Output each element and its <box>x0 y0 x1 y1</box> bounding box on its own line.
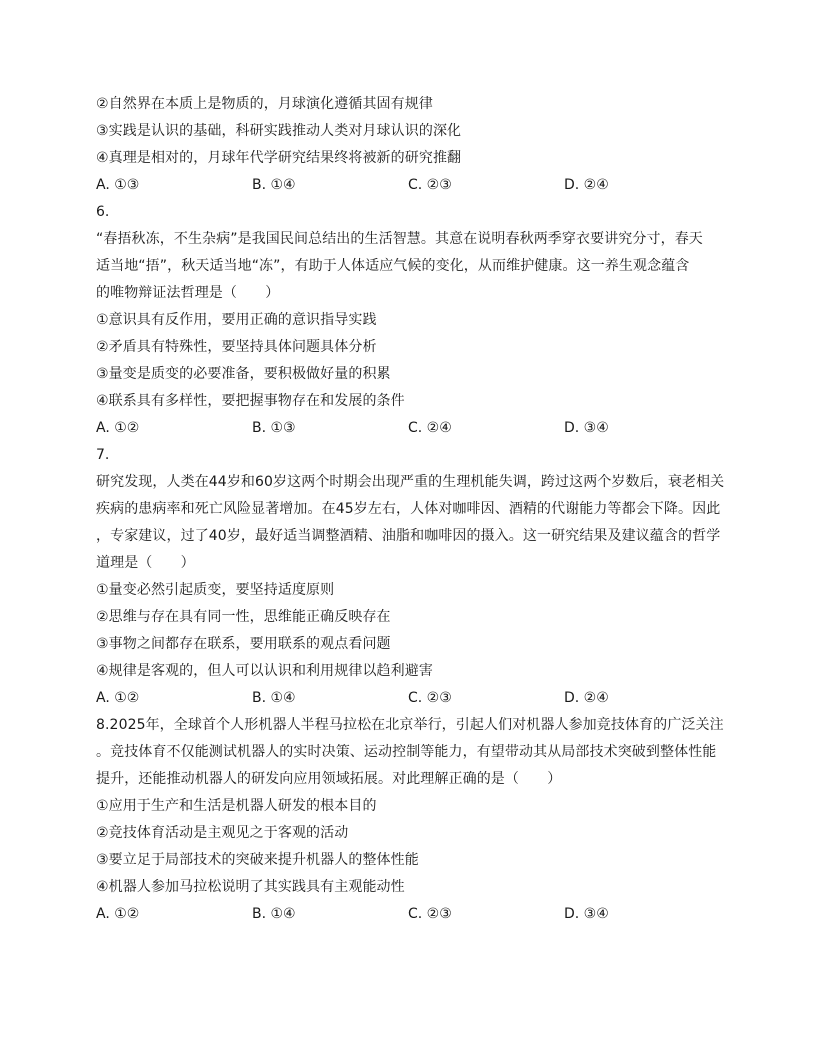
statement: ①量变必然引起质变，要坚持适度原则 <box>96 582 335 598</box>
statement: ①意识具有反作用，要用正确的意识指导实践 <box>96 312 377 328</box>
option-c: C. ②④ <box>408 420 452 436</box>
option-d: D. ③④ <box>564 906 609 922</box>
statement: ③量变是质变的必要准备，要积极做好量的积累 <box>96 366 391 382</box>
question-stem: 适当地“捂”，秋天适当地“冻”，有助于人体适应气候的变化，从而维护健康。这一养生观念蕴含 <box>96 258 690 274</box>
question-5-tail <box>96 91 720 199</box>
option-b: B. ①③ <box>252 420 296 436</box>
question-6 <box>96 199 720 442</box>
statement: ①应用于生产和生活是机器人研发的根本目的 <box>96 798 377 814</box>
question-number: 6. <box>96 204 110 220</box>
question-stem: ，专家建议，过了40岁，最好适当调整酒精、油脂和咖啡因的摄入。这一研究结果及建议蕴含的哲学 <box>96 528 721 544</box>
option-a: A. ①② <box>96 906 140 922</box>
option-d: D. ③④ <box>564 420 609 436</box>
question-stem: 疾病的患病率和死亡风险显著增加。在45岁左右，人体对咖啡因、酒精的代谢能力等都会下降。因此 <box>96 501 721 517</box>
option-b: B. ①④ <box>252 690 296 706</box>
statement: ④规律是客观的，但人可以认识和利用规律以趋利避害 <box>96 663 433 679</box>
statement: ④联系具有多样性，要把握事物存在和发展的条件 <box>96 393 405 409</box>
question-stem: 。竞技体育不仅能测试机器人的实时决策、运动控制等能力，有望带动其从局部技术突破到整体性能 <box>96 744 717 760</box>
statement: ②矛盾具有特殊性，要坚持具体问题具体分析 <box>96 339 377 355</box>
statement: ③事物之间都存在联系，要用联系的观点看问题 <box>96 636 391 652</box>
page-content <box>96 91 725 928</box>
option-d: D. ②④ <box>564 690 609 706</box>
question-stem: 研究发现，人类在44岁和60岁这两个时期会出现严重的生理机能失调，跨过这两个岁数后，衰老相关 <box>96 474 725 490</box>
question-number: 7. <box>96 447 110 463</box>
question-stem: 8.2025年，全球首个人形机器人半程马拉松在北京举行，引起人们对机器人参加竞技体育的广泛关注 <box>96 717 724 733</box>
option-a: A. ①② <box>96 690 140 706</box>
option-b: B. ①④ <box>252 906 296 922</box>
answer-options <box>96 415 720 442</box>
statement: ②思维与存在具有同一性，思维能正确反映存在 <box>96 609 391 625</box>
question-stem: 道理是（ ） <box>96 555 195 571</box>
option-c: C. ②③ <box>408 177 452 193</box>
statement: ④真理是相对的，月球年代学研究结果终将被新的研究推翻 <box>96 150 462 166</box>
option-c: C. ②③ <box>408 906 452 922</box>
option-d: D. ②④ <box>564 177 609 193</box>
answer-options <box>96 172 720 199</box>
answer-options <box>96 901 720 928</box>
question-7 <box>96 442 725 712</box>
statement: ③要立足于局部技术的突破来提升机器人的整体性能 <box>96 852 419 868</box>
question-stem: 提升，还能推动机器人的研发向应用领域拓展。对此理解正确的是（ ） <box>96 771 562 787</box>
answer-options <box>96 685 720 712</box>
statement: ②竞技体育活动是主观见之于客观的活动 <box>96 825 349 841</box>
question-stem: 的唯物辩证法哲理是（ ） <box>96 285 280 301</box>
statement: ③实践是认识的基础，科研实践推动人类对月球认识的深化 <box>96 123 462 139</box>
option-a: A. ①③ <box>96 177 140 193</box>
question-stem: “春捂秋冻，不生杂病”是我国民间总结出的生活智慧。其意在说明春秋两季穿衣要讲究分寸，春天 <box>96 231 703 247</box>
statement: ④机器人参加马拉松说明了其实践具有主观能动性 <box>96 879 405 895</box>
option-c: C. ②③ <box>408 690 452 706</box>
option-a: A. ①② <box>96 420 140 436</box>
statement: ②自然界在本质上是物质的，月球演化遵循其固有规律 <box>96 96 433 112</box>
option-b: B. ①④ <box>252 177 296 193</box>
question-8 <box>96 712 724 928</box>
